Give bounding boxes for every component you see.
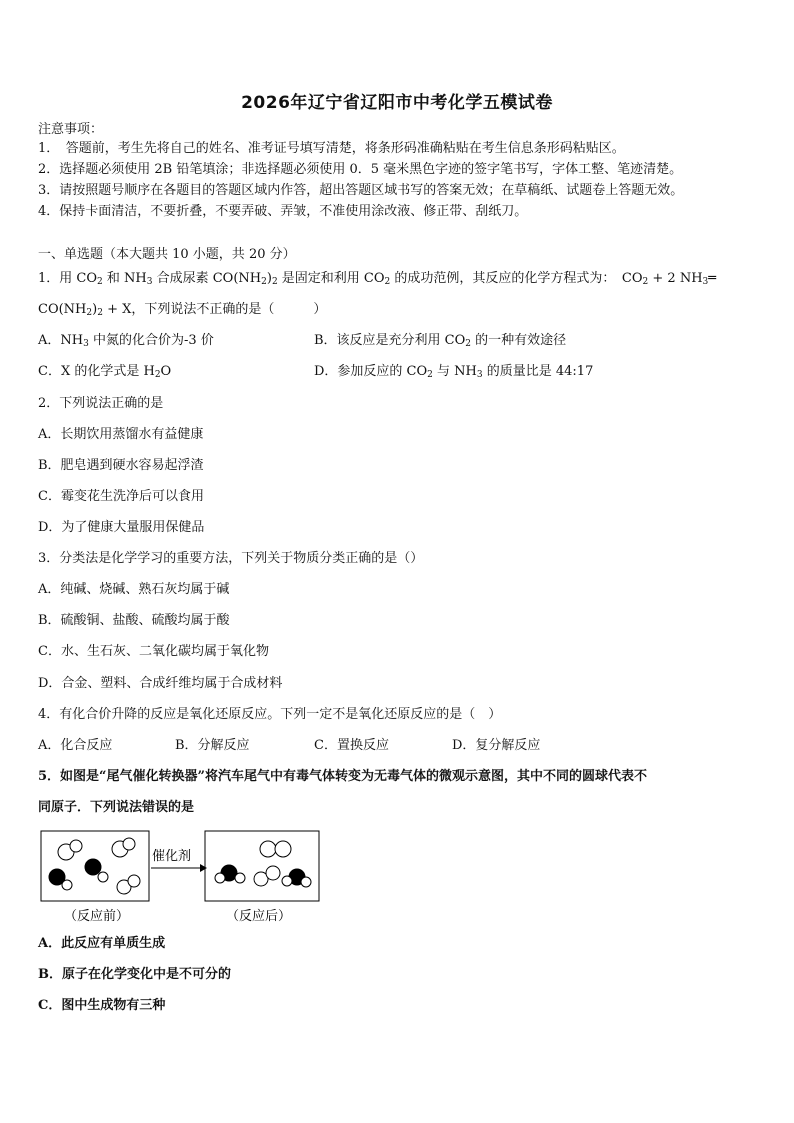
notice-item-2: 2．选择题必须使用 2B 铅笔填涂；非选择题必须使用 0．5 毫米黑色字迹的签字笔书写，字体工整、笔迹清楚。 [38,162,683,177]
text-run: 合成尿素 CO(NH [152,271,262,286]
q2-option-a: A．长期饮用蒸馏水有益健康 [38,427,204,442]
text-run: 的一种有效途径 [471,333,567,348]
atom-white [235,873,245,883]
q4-stem: 4．有化合价升降的反应是氧化还原反应。下列一定不是氧化还原反应的是（ ） [38,707,502,722]
page-title: 2026年辽宁省辽阳市中考化学五模试卷 [241,93,553,113]
subscript: 2 [97,277,103,287]
text-run: C．X 的化学式是 H [38,364,155,379]
q2-option-d: D．为了健康大量服用保健品 [38,520,205,535]
notice-item-4: 4．保持卡面清洁，不要折叠，不要弄破、弄皱，不准使用涂改液、修正带、刮纸刀。 [38,204,528,219]
subscript: 2 [384,277,391,287]
q2-option-c: C．霉变花生洗净后可以食用 [38,489,204,504]
text-run: 是固定和利用 CO [277,271,385,286]
q2-stem: 2．下列说法正确的是 [38,396,164,411]
text-run: 和 NH [102,271,147,286]
subscript: 2 [465,339,472,349]
after-label: （反应后） [226,909,292,924]
subscript: 3 [702,277,709,287]
q4-option-d: D．复分解反应 [452,738,541,753]
q4-options [38,737,598,755]
atom-white [275,841,291,857]
text-run: D．参加反应的 CO [314,364,428,379]
q5-option-b: B．原子在化学变化中是不可分的 [38,967,231,982]
atom-white [282,876,292,886]
text-run: 中氮的化合价为-3 价 [88,333,214,348]
q3-option-c: C．水、生石灰、二氧化碳均属于氧化物 [38,644,269,659]
subscript: 2 [271,277,278,287]
text-run: ) [266,271,272,286]
section-title: 一、单选题（本大题共 10 小题，共 20 分） [38,247,296,262]
atom-white [98,872,108,882]
q1-option-d [314,363,593,381]
text-run: 与 NH [432,364,477,379]
atom-white [123,838,135,850]
atom-white [128,875,140,887]
text-run: ═ [708,271,717,286]
q1-option-b [314,332,566,350]
q3-option-d: D．合金、塑料、合成纤维均属于合成材料 [38,676,283,691]
subscript: 2 [86,308,93,318]
text-run: + 2 NH [648,271,703,286]
subscript: 3 [83,339,89,349]
atom-white [215,873,225,883]
q1-option-c [38,364,171,379]
text-run: 1．用 CO [38,271,98,286]
text-run: 的质量比是 44:17 [482,364,594,379]
reaction-diagram [36,826,336,930]
atom-black [85,859,101,875]
text-run: O [160,364,172,379]
after-box [205,831,319,901]
before-label: （反应前） [64,909,130,924]
atom-white [62,880,72,890]
atom-white [260,841,276,857]
q1-option-a [38,333,214,348]
text-run: + X，下列说法不正确的是（ ） [102,302,327,317]
subscript: 2 [261,277,267,287]
q4-option-c: C．置换反应 [314,738,389,753]
subscript: 3 [146,277,153,287]
q4-option-b: B．分解反应 [175,738,250,753]
q4-option-a: A．化合反应 [38,738,113,753]
notice-item-3: 3．请按照题号顺序在各题目的答题区域内作答，超出答题区域书写的答案无效；在草稿纸、试题卷上答题无效。 [38,183,684,198]
catalyst-label: 催化剂 [152,849,192,864]
q5-option-c: C．图中生成物有三种 [38,998,166,1013]
atom-white [301,877,311,887]
text-run: A．NH [38,333,84,348]
q5-stem-line1: 5．如图是“尾气催化转换器”将汽车尾气中有毒气体转变为无毒气体的微观示意图，其中不同的圆球代表不 [38,769,648,784]
subscript: 2 [97,308,103,318]
q5-option-a: A．此反应有单质生成 [38,936,166,951]
atom-white [70,840,82,852]
subscript: 2 [642,277,649,287]
notice-item-1: 1． 答题前，考生先将自己的姓名、准考证号填写清楚，将条形码准确粘贴在考生信息条形码粘贴区。 [38,141,625,156]
q1-stem-line2 [38,301,326,319]
q5-stem-line2: 同原子．下列说法错误的是 [38,800,195,815]
subscript: 2 [427,370,433,380]
subscript: 3 [476,370,483,380]
atom-white [266,866,280,880]
notice-heading: 注意事项： [38,122,104,137]
arrow-head [200,864,207,872]
subscript: 2 [154,370,161,380]
q1-options-row1 [38,332,567,350]
q3-option-b: B．硫酸铜、盐酸、硫酸均属于酸 [38,613,230,628]
text-run: ) [92,302,98,317]
text-run: 的成功范例，其反应的化学方程式为： CO [390,271,643,286]
q3-option-a: A．纯碱、烧碱、熟石灰均属于碱 [38,582,230,597]
text-run: CO(NH [38,302,87,317]
text-run: B．该反应是充分利用 CO [314,333,466,348]
q2-option-b: B．肥皂遇到硬水容易起浮渣 [38,458,204,473]
q3-stem: 3．分类法是化学学习的重要方法，下列关于物质分类正确的是（） [38,551,424,566]
q1-options-row2 [38,363,594,381]
q1-stem-line1 [38,270,716,288]
